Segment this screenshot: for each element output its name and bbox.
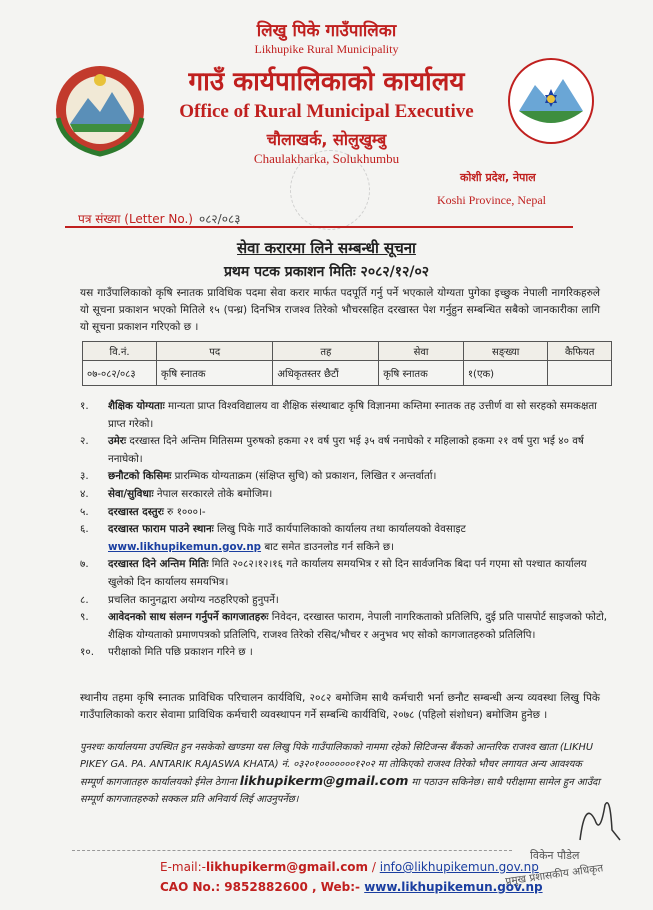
item-text: लिखु पिके गाउँ कार्यपालिकाको कार्यालय तथा कार्यालयको वेवसाइट (213, 523, 466, 536)
closing-paragraph: स्थानीय तहमा कृषि स्नातक प्राविधिक परिचालन कार्यविधि, २०८२ बमोजिम साथै कर्मचारी भर्ना छनौट सम्बन्धी अन्य व्यवस्था लिखु पिके गाउँपालिकाको करार सेवामा प्राविधिक कर्मचारी व्यवस्थापन गर्ने सम्बन्धि कार्यविधि, २०७८ (पहिलो संशोधन) बमोजिम हुनेछ । (80, 692, 600, 721)
item-text: दरखास्त दिने अन्तिम मितिसम्म पुरुषको हकमा २१ वर्ष पुरा भई ३५ वर्ष ननाघेको र महिलाको हकमा २१ वर्ष पुरा भई ४० वर्ष ननाघेको। (108, 435, 584, 465)
item-number: ६. (80, 523, 89, 536)
requirements-list (80, 398, 608, 662)
postscript-paragraph (80, 740, 600, 808)
item-text: मान्यता प्राप्त विश्वविद्यालय वा शैक्षिक संस्थाबाट कृषि विज्ञानमा कम्तिमा स्नातक तह उत्तीर्ण वा सो सरहको समकक्षता प्राप्त गरेको। (108, 400, 597, 430)
item-label: उमेरः (108, 435, 127, 448)
footer-web-link[interactable]: www.likhupikemun.gov.np (364, 880, 543, 894)
footer-divider (72, 850, 512, 851)
province-nepali: कोशी प्रदेश, नेपाल (460, 171, 536, 184)
footer-web-label: , Web:- (307, 880, 365, 894)
list-item (80, 592, 608, 610)
signature-icon (560, 790, 630, 850)
item-number: १०. (80, 646, 94, 659)
item-text: बाट समेत डाउनलोड गर्न सकिने छ। (261, 540, 394, 553)
list-item (80, 609, 608, 644)
list-item (80, 486, 608, 504)
list-item (80, 398, 608, 433)
footer-separator: / (368, 860, 380, 874)
item-text: प्रारम्भिक योग्यताक्रम (संक्षिप्त सुचि) को प्रकाशन, लिखित र अन्तर्वार्ता। (171, 470, 437, 483)
notice-title: सेवा करारमा लिने सम्बन्धी सूचना (237, 239, 416, 257)
item-text: परीक्षाको मिति पछि प्रकाशन गरिने छ । (108, 646, 253, 659)
office-name-english: Office of Rural Municipal Executive (179, 101, 474, 122)
item-number: २. (80, 435, 89, 448)
list-item (80, 556, 608, 591)
list-item (80, 468, 608, 486)
footer-cao-label: CAO No.: (160, 880, 225, 894)
item-text: नेपाल सरकारले तोके बमोजिम। (153, 487, 273, 500)
item-text: निवेदन, दरखास्त फाराम, नेपाली नागरिकताको प्रतिलिपि, दुई प्रति पासपोर्ट साइजको फोटो, शैक्षिक योग्यताको प्रमाणपत्रको प्रतिलिपि, राजश्व तिरेको रसिद/भौचर र अनुभव भए सोको कागजातहरुको प्रतिलिपि। (108, 611, 608, 641)
table-header: वि.नं. (83, 342, 157, 361)
item-number: ९. (80, 611, 89, 624)
letter-number (78, 210, 240, 227)
publication-date: प्रथम पटक प्रकाशन मितिः २०८२/१२/०२ (223, 264, 430, 280)
item-number: ८. (80, 593, 89, 606)
table-header: पद (157, 342, 273, 361)
municipality-name-english: Likhupike Rural Municipality (254, 42, 399, 56)
table-header-row (83, 342, 612, 361)
item-label: दरखास्त फाराम पाउने स्थानः (108, 523, 214, 536)
table-cell: अधिकृतस्तर छैटौं (273, 361, 379, 386)
table-header: तह (273, 342, 379, 361)
letter-number-value: ०८२/०८३ (198, 212, 241, 226)
place-english: Chaulakharka, Solukhumbu (253, 151, 400, 166)
table-row (83, 361, 612, 386)
item-label: सेवा/सुविधाः (108, 487, 154, 500)
item-number: ३. (80, 470, 89, 483)
item-number: ५. (80, 505, 89, 518)
table-cell (548, 361, 612, 386)
footer-email-label: E-mail:- (160, 860, 206, 874)
postscript-text: मा पठाउन सकिनेछ। साथै परीक्षामा सामेल हुन आउँदा सम्पूर्ण कागजातहरुको सक्कल प्रति अनिवार्य लिई आउनुपर्नेछ। (80, 777, 600, 805)
item-label: छनौटको किसिमः (108, 470, 172, 483)
postscript-text: पुनश्चः कार्यालयमा उपस्थित हुन नसकेको खण्डमा यस लिखु पिके गाउँपालिकाको नाममा रहेको सिटिजन्स बैंकको आन्तरिक राजश्व खाता (LIKHU PIKEY GA. PA. ANTARIK RAJASWA KHATA) नं. ०३२०१०००००००१२०२ मा तोकिएको राजश्व तिरेको भौचर लगायत अन्य आवश्यक सम्पूर्ण कागजातहरु कार्यालयको ईमेल ठेगाना (80, 742, 594, 788)
item-text: मिति २०८२।१२।१६ गते कार्यालय समयभित्र र सो दिन सार्वजनिक बिदा पर्न गएमा सो पश्चात कार्यालय खुलेको दिन कार्यालय समयभित्र। (108, 558, 587, 588)
list-item (80, 433, 608, 468)
letter-number-label: पत्र संख्या (Letter No.) (78, 212, 193, 226)
list-item (80, 504, 608, 522)
footer-contact-line (160, 860, 539, 874)
item-number: १. (80, 400, 89, 412)
signer-title: प्रमुख प्रशासकीय अधिकृत (504, 862, 604, 888)
item-number: ७. (80, 558, 89, 571)
municipality-name-nepali: लिखु पिके गाउँपालिका (256, 21, 397, 41)
header-divider (65, 226, 573, 228)
table-cell: कृषि स्नातक (379, 361, 464, 386)
footer-info-email-link[interactable]: info@likhupikemun.gov.np (379, 860, 539, 874)
office-name-nepali: गाउँ कार्यपालिकाको कार्यालय (188, 67, 465, 97)
item-number: ४. (80, 487, 89, 500)
item-label: आवेदनको साथ संलग्न गर्नुपर्ने कागजातहरुः (108, 611, 269, 624)
item-text: रु १०००।- (163, 505, 206, 518)
list-item (80, 521, 608, 556)
notice-intro: यस गाउँपालिकाको कृषि स्नातक प्राविधिक पदमा सेवा करार मार्फत पदपूर्ति गर्नु पर्ने भएकाले योग्यता पुगेका इच्छुक नेपाली नागरिकहरुले यो सूचना प्रकाशन भएको मितिले १५ (पन्ध्र) दिनभित्र राजश्व तिरेको भौचरसहित दरखास्त पेश गर्नुहुन सम्बन्धित सबैको जानकारीका लागि यो सूचना प्रकाशन गरिएको छ । (80, 287, 600, 333)
table-header: सङ्ख्या (463, 342, 548, 361)
list-item (80, 644, 608, 662)
table-cell: १(एक) (463, 361, 548, 386)
table-cell: कृषि स्नातक (157, 361, 273, 386)
table-header: सेवा (379, 342, 464, 361)
office-stamp-icon (290, 150, 370, 230)
position-table (82, 341, 612, 386)
province-english: Koshi Province, Nepal (437, 193, 546, 207)
item-label: शैक्षिक योग्यताः (108, 400, 165, 412)
place-nepali: चौलाखर्क, सोलुखुम्बु (266, 130, 387, 149)
footer-email-link[interactable]: likhupikerm@gmail.com (206, 860, 369, 874)
table-header: कैफियत (548, 342, 612, 361)
item-label: दरखास्त दस्तुरः (108, 505, 164, 518)
item-label: दरखास्त दिने अन्तिम मितिः (108, 558, 209, 571)
footer-cao-number: 9852882600 (224, 880, 308, 894)
signer-name: विकेन पौडेल (530, 849, 580, 862)
postscript-email-link[interactable]: likhupikerm@gmail.com (239, 773, 409, 788)
footer-cao-line (160, 880, 543, 894)
table-cell: ०७-०८२/०८३ (83, 361, 157, 386)
item-text: प्रचलित कानुनद्वारा अयोग्य नठहरिएको हुनुपर्ने। (108, 593, 279, 606)
website-link[interactable]: www.likhupikemun.gov.np (108, 540, 262, 553)
